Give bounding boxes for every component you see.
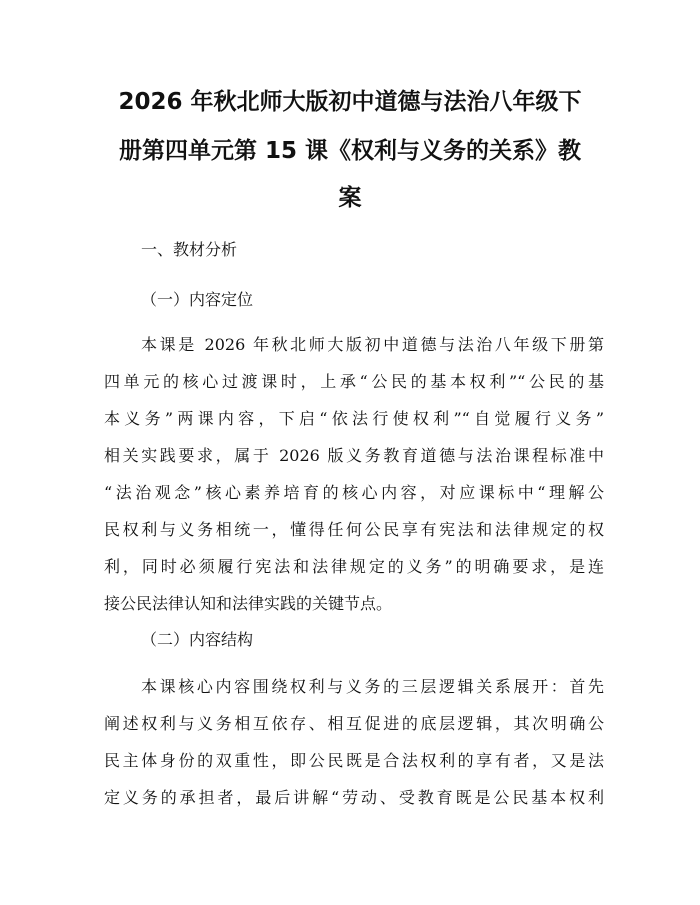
paragraph-line: 民权利与义务相统一，懂得任何公民享有宪法和法律规定的权	[104, 520, 604, 539]
section-heading-content-positioning: （一）内容定位	[141, 290, 254, 309]
document-title-line-1: 2026 年秋北师大版初中道德与法治八年级下	[118, 89, 582, 115]
paragraph-line: 相关实践要求，属于 2026 版义务教育道德与法治课程标准中	[104, 446, 604, 465]
section-heading-content-structure: （二）内容结构	[141, 630, 254, 649]
paragraph-line: 本义务”两课内容，下启“依法行使权利”“自觉履行义务”	[104, 409, 604, 428]
paragraph-line: 定义务的承担者，最后讲解“劳动、受教育既是公民基本权利	[104, 788, 604, 807]
paragraph-line: 四单元的核心过渡课时，上承“公民的基本权利”“公民的基	[104, 372, 604, 391]
paragraph-line: 民主体身份的双重性，即公民既是合法权利的享有者，又是法	[104, 751, 604, 770]
document-title-line-3: 案	[338, 185, 362, 211]
paragraph-line: “法治观念”核心素养培育的核心内容，对应课标中“理解公	[104, 483, 604, 502]
document-title-line-2: 册第四单元第 15 课《权利与义务的关系》教	[118, 138, 582, 164]
paragraph-line: 接公民法律认知和法律实践的关键节点。	[104, 594, 393, 613]
paragraph-line: 本课是 2026 年秋北师大版初中道德与法治八年级下册第	[141, 335, 604, 354]
section-heading-textbook-analysis: 一、教材分析	[141, 240, 238, 259]
paragraph-line: 阐述权利与义务相互依存、相互促进的底层逻辑，其次明确公	[104, 714, 604, 733]
paragraph-line: 利，同时必须履行宪法和法律规定的义务”的明确要求，是连	[104, 557, 604, 576]
paragraph-line: 本课核心内容围绕权利与义务的三层逻辑关系展开：首先	[141, 677, 604, 696]
